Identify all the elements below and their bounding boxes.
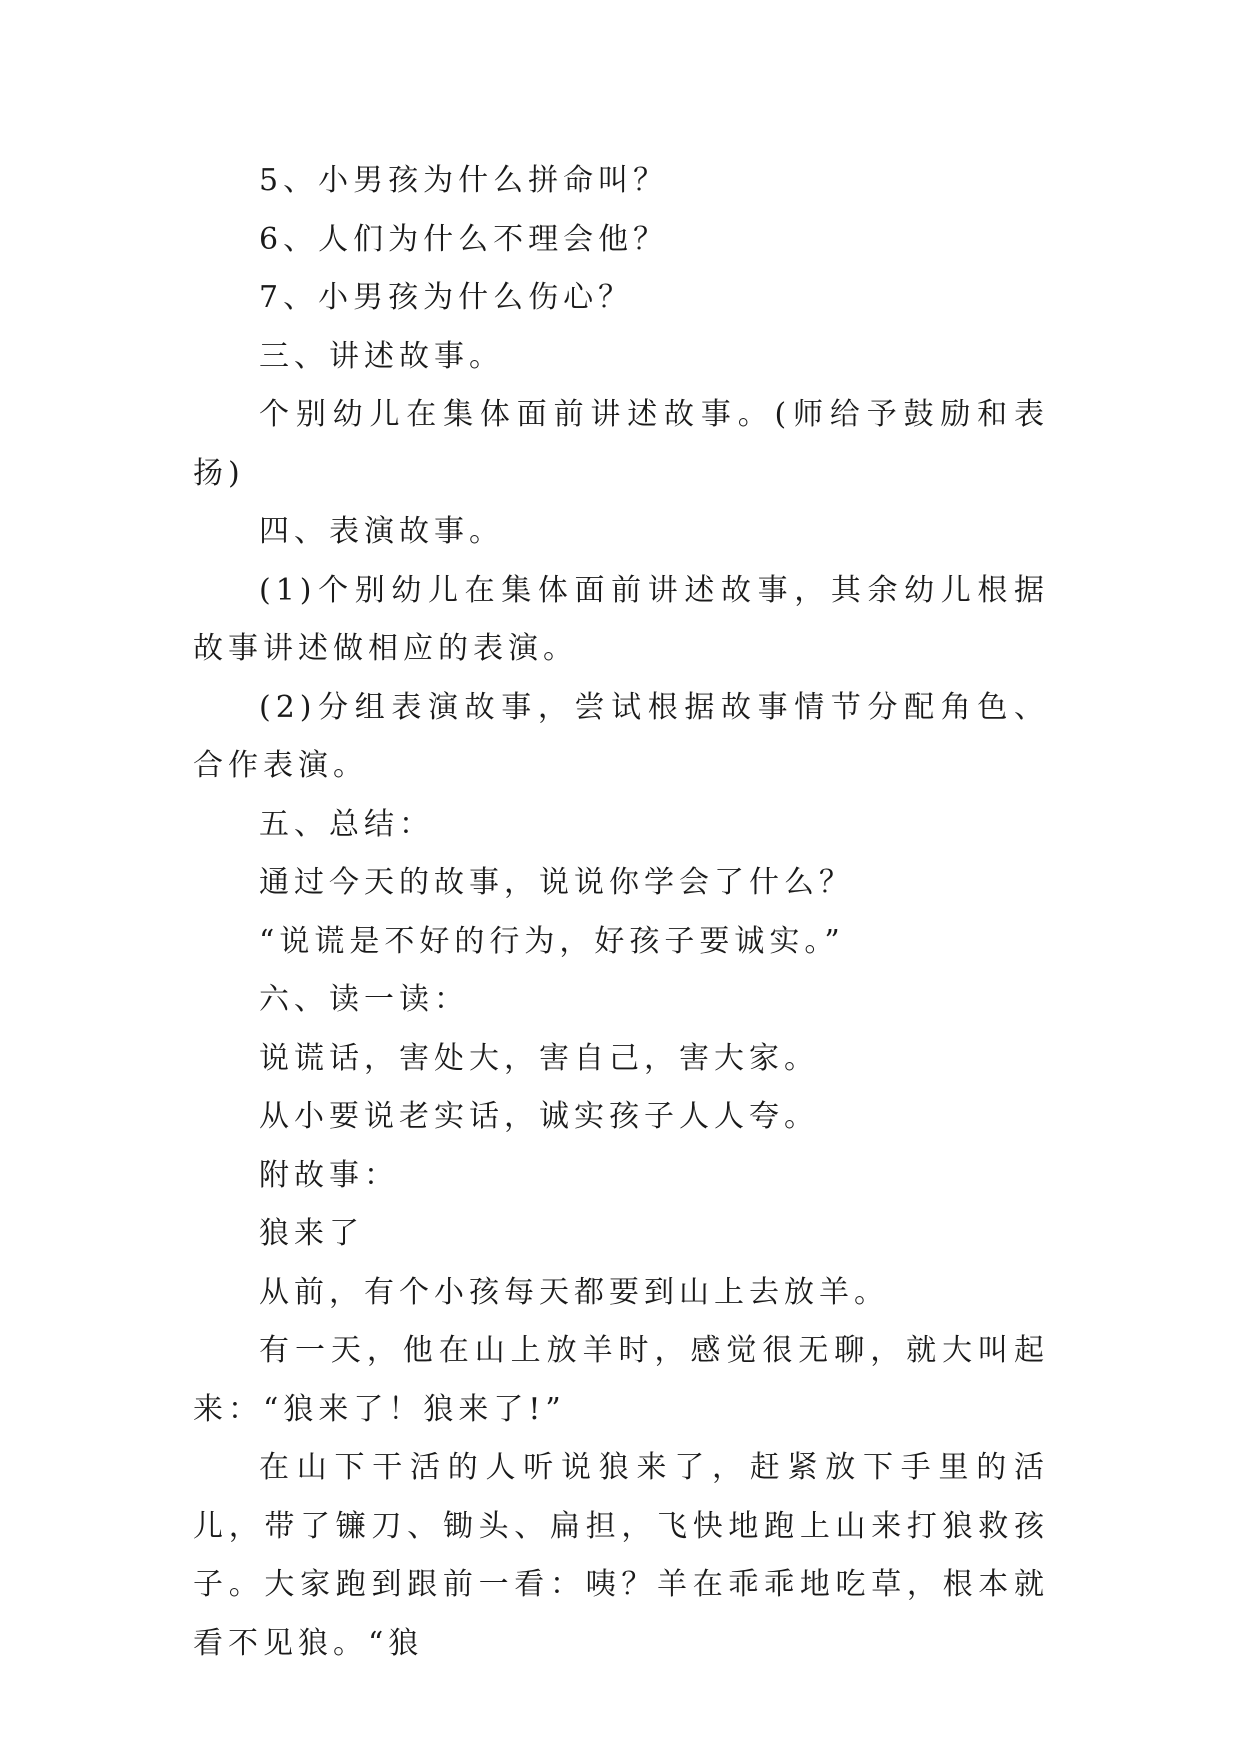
paragraph: 从前，有个小孩每天都要到山上去放羊。: [259, 1274, 889, 1310]
paragraph: (1)个别幼儿在集体面前讲述故事，其余幼儿根据故事讲述做相应的表演。: [193, 572, 1049, 666]
paragraph: (2)分组表演故事，尝试根据故事情节分配角色、合作表演。: [193, 689, 1049, 783]
paragraph: 个别幼儿在集体面前讲述故事。(师给予鼓励和表扬): [193, 397, 1049, 491]
paragraph: 7、小男孩为什么伤心？: [259, 280, 634, 315]
section-heading: 六、读一读：: [259, 982, 469, 1017]
section-heading: 四、表演故事。: [259, 514, 504, 549]
paragraph: 6、人们为什么不理会他？: [259, 221, 669, 257]
paragraph: 说谎话，害处大，害自己，害大家。: [259, 1040, 819, 1076]
quote-paragraph: “说谎是不好的行为，好孩子要诚实。”: [259, 923, 845, 959]
document-body: [193, 152, 1049, 1673]
story-title: 狼来了: [259, 1216, 364, 1251]
paragraph: 通过今天的故事，说说你学会了什么？: [259, 865, 854, 900]
paragraph: 在山下干活的人听说狼来了，赶紧放下手里的活儿，带了镰刀、锄头、扁担，飞快地跑上山来打狼救孩子。大家跑到跟前一看：咦？羊在乖乖地吃草，根本就看不见狼。“狼: [193, 1450, 1049, 1661]
paragraph: 5、小男孩为什么拼命叫？: [259, 163, 669, 198]
section-heading: 五、总结：: [259, 806, 434, 842]
section-heading: 附故事：: [259, 1157, 399, 1193]
section-heading: 三、讲述故事。: [259, 338, 504, 374]
paragraph: 从小要说老实话，诚实孩子人人夸。: [259, 1099, 819, 1134]
paragraph: 有一天，他在山上放羊时，感觉很无聊，就大叫起来：“狼来了！狼来了!”: [193, 1333, 1049, 1427]
